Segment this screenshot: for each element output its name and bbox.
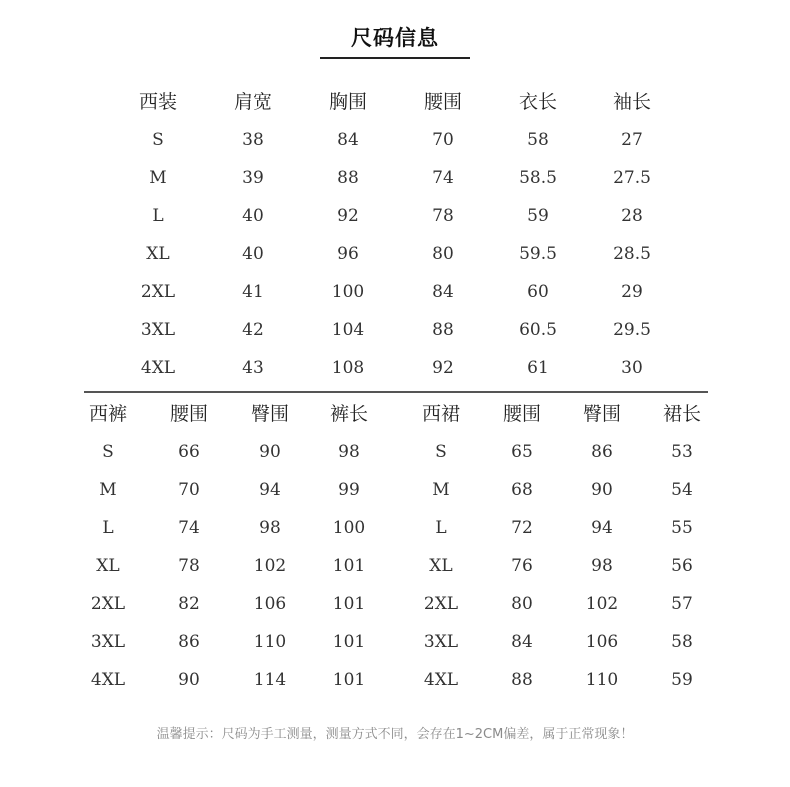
suit-table-cell: 41 bbox=[242, 282, 264, 302]
pants-table-cell: 102 bbox=[253, 556, 287, 576]
pants-table-cell: 110 bbox=[253, 632, 287, 652]
skirt-table-cell: 72 bbox=[511, 518, 533, 538]
suit-table-cell: 40 bbox=[242, 244, 264, 264]
suit-table-cell: 70 bbox=[432, 130, 454, 150]
suit-table-cell: 28 bbox=[621, 206, 643, 226]
title-underline bbox=[320, 57, 470, 59]
skirt-size-label: L bbox=[435, 518, 447, 538]
suit-table-cell: 43 bbox=[242, 358, 264, 378]
pants-size-label: 2XL bbox=[90, 594, 126, 614]
suit-table-cell: 84 bbox=[337, 130, 359, 150]
pants-size-label: 4XL bbox=[90, 670, 126, 690]
suit-table-cell: 100 bbox=[331, 282, 365, 302]
suit-size-label: L bbox=[152, 206, 164, 226]
suit-table-cell: 92 bbox=[432, 358, 454, 378]
pants-size-label: 3XL bbox=[90, 632, 126, 652]
skirt-header-0: 西裙 bbox=[421, 403, 461, 425]
suit-size-label: 3XL bbox=[140, 320, 176, 340]
pants-table-cell: 66 bbox=[178, 442, 200, 462]
pants-table-cell: 90 bbox=[259, 442, 281, 462]
page-title: 尺码信息 bbox=[351, 26, 439, 50]
skirt-size-label: XL bbox=[429, 556, 453, 576]
suit-table-cell: 84 bbox=[432, 282, 454, 302]
pants-table-cell: 100 bbox=[332, 518, 366, 538]
suit-table-cell: 40 bbox=[242, 206, 264, 226]
skirt-table-cell: 98 bbox=[591, 556, 613, 576]
skirt-table-cell: 55 bbox=[671, 518, 693, 538]
suit-table-cell: 59 bbox=[527, 206, 549, 226]
suit-table-cell: 104 bbox=[331, 320, 365, 340]
skirt-table-cell: 80 bbox=[511, 594, 533, 614]
suit-header-0: 西装 bbox=[138, 91, 178, 113]
pants-table-cell: 114 bbox=[253, 670, 287, 690]
skirt-table-cell: 56 bbox=[671, 556, 693, 576]
pants-table-cell: 78 bbox=[178, 556, 200, 576]
skirt-table-cell: 58 bbox=[671, 632, 693, 652]
suit-table-cell: 61 bbox=[527, 358, 549, 378]
suit-table-cell: 58.5 bbox=[519, 168, 557, 188]
skirt-header-3: 裙长 bbox=[662, 403, 702, 425]
skirt-table-cell: 90 bbox=[591, 480, 613, 500]
pants-header-1: 腰围 bbox=[169, 403, 209, 425]
skirt-size-label: M bbox=[432, 480, 450, 500]
suit-header-5: 袖长 bbox=[612, 91, 652, 113]
pants-table-cell: 101 bbox=[332, 594, 366, 614]
skirt-size-label: 2XL bbox=[423, 594, 459, 614]
skirt-table-cell: 86 bbox=[591, 442, 613, 462]
suit-header-3: 腰围 bbox=[423, 91, 463, 113]
suit-header-1: 肩宽 bbox=[233, 91, 273, 113]
skirt-table-cell: 110 bbox=[585, 670, 619, 690]
skirt-table-cell: 54 bbox=[671, 480, 693, 500]
measurement-note: 温馨提示：尺码为手工测量，测量方式不同，会存在1~2CM偏差，属于正常现象！ bbox=[156, 727, 634, 742]
suit-table-cell: 27 bbox=[621, 130, 643, 150]
suit-size-label: 2XL bbox=[140, 282, 176, 302]
pants-table-cell: 101 bbox=[332, 670, 366, 690]
skirt-table-cell: 65 bbox=[511, 442, 533, 462]
pants-table-cell: 99 bbox=[338, 480, 360, 500]
pants-header-2: 臀围 bbox=[250, 403, 290, 425]
pants-table-cell: 101 bbox=[332, 632, 366, 652]
suit-table-cell: 60 bbox=[527, 282, 549, 302]
suit-table-cell: 74 bbox=[432, 168, 454, 188]
skirt-table-cell: 68 bbox=[511, 480, 533, 500]
pants-table-cell: 101 bbox=[332, 556, 366, 576]
suit-table-cell: 38 bbox=[242, 130, 264, 150]
pants-table-cell: 106 bbox=[253, 594, 287, 614]
section-divider bbox=[84, 391, 708, 393]
skirt-table-cell: 59 bbox=[671, 670, 693, 690]
pants-table-cell: 90 bbox=[178, 670, 200, 690]
suit-table-cell: 42 bbox=[242, 320, 264, 340]
skirt-table-cell: 57 bbox=[671, 594, 693, 614]
skirt-table-cell: 76 bbox=[511, 556, 533, 576]
pants-table-cell: 98 bbox=[259, 518, 281, 538]
skirt-table-cell: 106 bbox=[585, 632, 619, 652]
skirt-table-cell: 94 bbox=[591, 518, 613, 538]
suit-table-cell: 80 bbox=[432, 244, 454, 264]
suit-table-cell: 60.5 bbox=[519, 320, 557, 340]
pants-table-cell: 86 bbox=[178, 632, 200, 652]
pants-header-0: 西裤 bbox=[88, 403, 128, 425]
pants-table-cell: 82 bbox=[178, 594, 200, 614]
suit-table-cell: 58 bbox=[527, 130, 549, 150]
suit-size-label: XL bbox=[146, 244, 170, 264]
skirt-size-label: S bbox=[435, 442, 447, 462]
suit-table-cell: 92 bbox=[337, 206, 359, 226]
suit-table-cell: 27.5 bbox=[613, 168, 651, 188]
suit-size-label: S bbox=[152, 130, 164, 150]
suit-table-cell: 29.5 bbox=[613, 320, 651, 340]
skirt-size-label: 3XL bbox=[423, 632, 459, 652]
pants-size-label: M bbox=[99, 480, 117, 500]
suit-table-cell: 28.5 bbox=[613, 244, 651, 264]
skirt-table-cell: 84 bbox=[511, 632, 533, 652]
pants-table-cell: 98 bbox=[338, 442, 360, 462]
suit-table-cell: 29 bbox=[621, 282, 643, 302]
suit-size-label: 4XL bbox=[140, 358, 176, 378]
pants-size-label: XL bbox=[96, 556, 120, 576]
skirt-table-cell: 53 bbox=[671, 442, 693, 462]
pants-size-label: S bbox=[102, 442, 114, 462]
skirt-size-label: 4XL bbox=[423, 670, 459, 690]
suit-header-4: 衣长 bbox=[518, 91, 558, 113]
suit-header-2: 胸围 bbox=[328, 91, 368, 113]
suit-table-cell: 96 bbox=[337, 244, 359, 264]
skirt-header-2: 臀围 bbox=[582, 403, 622, 425]
pants-table-cell: 74 bbox=[178, 518, 200, 538]
suit-table-cell: 108 bbox=[331, 358, 365, 378]
suit-size-label: M bbox=[149, 168, 167, 188]
pants-table-cell: 70 bbox=[178, 480, 200, 500]
skirt-table-cell: 88 bbox=[511, 670, 533, 690]
pants-size-label: L bbox=[102, 518, 114, 538]
suit-table-cell: 78 bbox=[432, 206, 454, 226]
skirt-header-1: 腰围 bbox=[502, 403, 542, 425]
suit-table-cell: 59.5 bbox=[519, 244, 557, 264]
suit-table-cell: 88 bbox=[432, 320, 454, 340]
pants-header-3: 裤长 bbox=[329, 403, 369, 425]
suit-table-cell: 39 bbox=[242, 168, 264, 188]
suit-table-cell: 30 bbox=[621, 358, 643, 378]
skirt-table-cell: 102 bbox=[585, 594, 619, 614]
suit-table-cell: 88 bbox=[337, 168, 359, 188]
pants-table-cell: 94 bbox=[259, 480, 281, 500]
